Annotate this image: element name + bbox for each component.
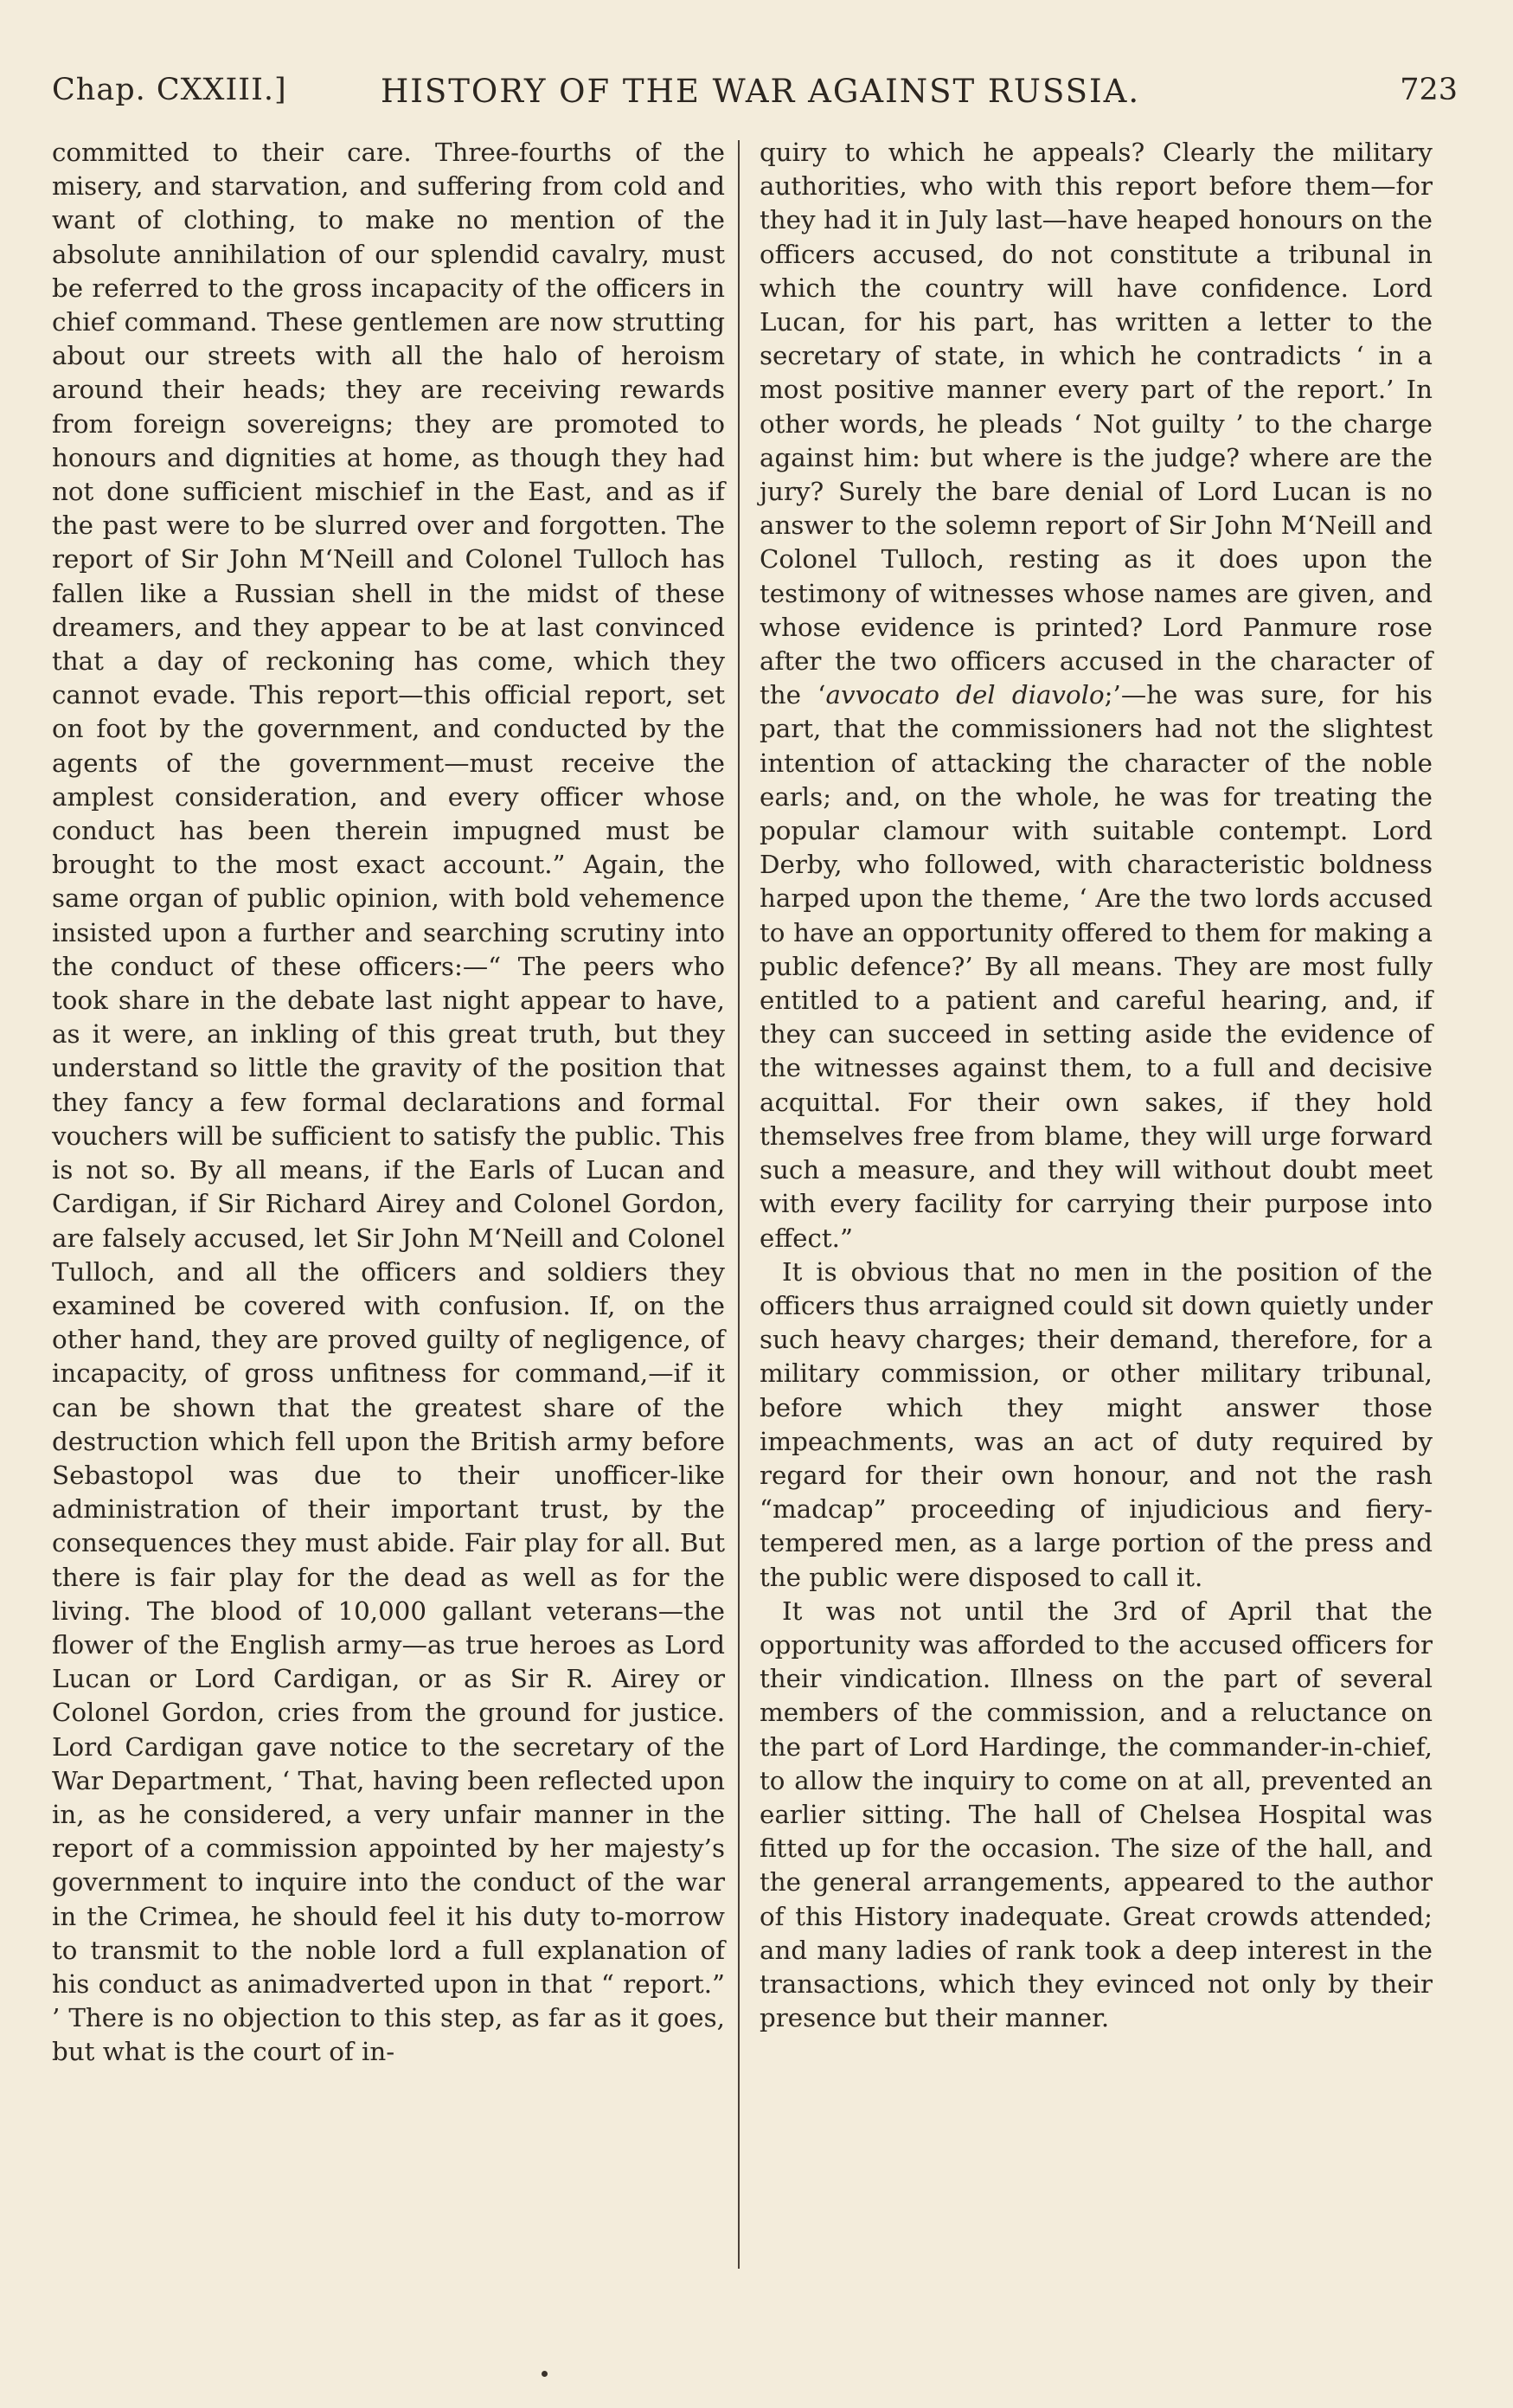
left-column [52,136,725,2070]
right-paragraph-1 [760,136,1433,1255]
right-paragraph-2: It is obvious that no men in the position of the officers thus arraigned could sit down quietly under such heavy charges; their demand, therefore, for a military commission, or other military tribunal, before which they might answer those impeachments, was an act of duty required by regard for their own honour, and not the rash “madcap” proceeding of injudicious and fiery-tempered men, as a large portion of the press and the public were disposed to call it. [760,1256,1433,1592]
italic-phrase: avvocato del diavolo [825,680,1105,710]
running-header [52,57,1458,118]
right-paragraph-1-text-a: quiry to which he appeals? Clearly the military authorities, who with this report before them—for they had it in July last—have heaped honours on the officers accused, do not constitute a tribunal in which the country will have confidence. Lord Lucan, for his part, has written a letter to the secretary of state, in which he contradicts ‘ in a most positive manner every part of the report.’ In other words, he pleads ‘ Not guilty ’ to the charge against him: but where is the judge? where are the jury? Surely the bare denial of Lord Lucan is no answer to the solemn report of Sir John M‘Neill and Colonel Tulloch, resting as it does upon the testimony of witnesses whose names are given, and whose evidence is printed? Lord Panmure rose after the two officers accused in the character of the ‘ [760,138,1433,710]
page-number: 723 [1400,73,1458,107]
printer-mark-dot [542,2371,548,2377]
column-divider [738,140,740,2269]
right-paragraph-1-text-b: ;’—he was sure, for his part, that the commissioners had not the slightest intention of attacking the character of the noble earls; and, on the whole, he was for treating the popular clamour with suitable contempt. Lord Derby, who followed, with characteristic boldness harped upon the theme, ‘ Are the two lords accused to have an opportunity offered to them for making a public defence?’ By all means. They are most fully entitled to a patient and careful hearing, and, if they can succeed in setting aside the evidence of the witnesses against them, to a full and decisive acquittal. For their own sakes, if they hold themselves free from blame, they will urge forward such a measure, and they will without doubt meet with every facility for carrying their purpose into effect.” [760,680,1433,1253]
left-paragraph-1: committed to their care. Three-fourths of the misery, and starvation, and suffering from cold and want of clothing, to make no mention of the absolute annihilation of our splendid cavalry, must be referred to the gross incapacity of the officers in chief command. These gentlemen are now strutting about our streets with all the halo of heroism around their heads; they are receiving rewards from foreign sovereigns; they are promoted to honours and dignities at home, as though they had not done sufficient mischief in the East, and as if the past were to be slurred over and forgotten. The report of Sir John M‘Neill and Colonel Tulloch has fallen like a Russian shell in the midst of these dreamers, and they appear to be at last convinced that a day of reckoning has come, which they cannot evade. This report—this official report, set on foot by the government, and conducted by the agents of the government—must receive the amplest consideration, and every officer whose conduct has been therein impugned must be brought to the most exact account.” Again, the same organ of public opinion, with bold vehemence insisted upon a further and searching scrutiny into the conduct of these officers:—“ The peers who took share in the debate last night appear to have, as it were, an inkling of this great truth, but they understand so little the gravity of the position that they fancy a few formal declarations and formal vouchers will be sufficient to satisfy the public. This is not so. By all means, if the Earls of Lucan and Cardigan, if Sir Richard Airey and Colonel Gordon, are falsely accused, let Sir John M‘Neill and Colonel Tulloch, and all the officers and soldiers they examined be covered with confusion. If, on the other hand, they are proved guilty of negligence, of incapacity, of gross unfitness for command,—if it can be shown that the greatest share of the destruction which fell upon the British army before Sebastopol was due to their unofficer-like administration of their important trust, by the consequences they must abide. Fair play for all. But there is fair play for the dead as well as for the living. The blood of 10,000 gallant veterans—the flower of the English army—as true heroes as Lord Lucan or Lord Cardigan, or as Sir R. Airey or Colonel Gordon, cries from the ground for justice. Lord Cardigan gave notice to the secretary of the War Department, ‘ That, having been reflected upon in, as he considered, a very unfair manner in the report of a commission appointed by her majesty’s government to inquire into the conduct of the war in the Crimea, he should feel it his duty to-morrow to transmit to the noble lord a full explanation of his conduct as animadverted upon in that “ report.” ’ There is no objection to this step, as far as it goes, but what is the court of in- [52,138,725,2067]
page-title: HISTORY OF THE WAR AGAINST RUSSIA. [381,73,1141,110]
right-column [760,136,1433,2035]
right-paragraph-3: It was not until the 3rd of April that the opportunity was afforded to the accused officers for their vindication. Illness on the part of several members of the commission, and a reluctance on the part of Lord Hardinge, the commander-in-chief, to allow the inquiry to come on at all, prevented an earlier sitting. The hall of Chelsea Hospital was fitted up for the occasion. The size of the hall, and the general arrangements, appeared to the author of this History inadequate. Great crowds attended; and many ladies of rank took a deep interest in the transactions, which they evinced not only by their presence but their manner. [760,1596,1433,2033]
chapter-label: Chap. CXXIII.] [52,73,287,107]
